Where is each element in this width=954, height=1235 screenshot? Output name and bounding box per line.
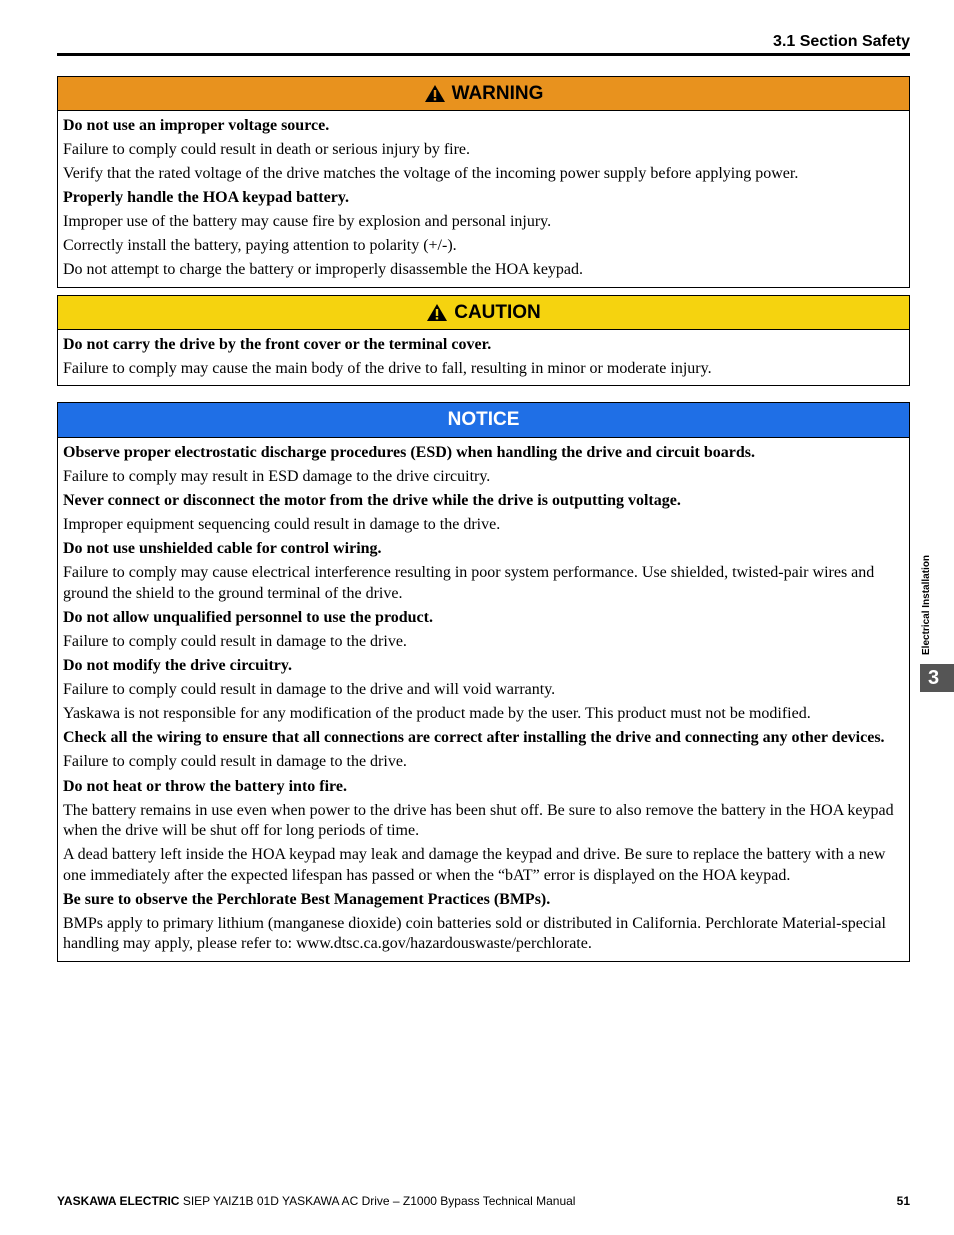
safety-statement-heading: Do not allow unqualified personnel to use the product. xyxy=(63,608,433,626)
footer-manual: SIEP YAIZ1B 01D YASKAWA AC Drive – Z1000 Bypass Technical Manual xyxy=(182,1194,576,1208)
chapter-number-tab: 3 xyxy=(920,664,954,692)
safety-statement-heading: Do not use an improper voltage source. xyxy=(63,116,330,134)
page-footer xyxy=(57,1194,910,1208)
safety-statement-text: Failure to comply could result in damage to the drive. xyxy=(63,753,407,771)
safety-statement-text: Failure to comply may cause the main body of the drive to fall, resulting in minor or moderate injury. xyxy=(63,359,712,377)
caution-header xyxy=(58,296,909,330)
safety-statement-text: Improper equipment sequencing could result in damage to the drive. xyxy=(63,516,501,534)
notice-body xyxy=(58,438,909,961)
chapter-side-label: Electrical Installation xyxy=(921,554,932,655)
footer-brand: YASKAWA ELECTRIC xyxy=(57,1194,180,1208)
safety-statement-text: Failure to comply may result in ESD damage to the drive circuitry. xyxy=(63,467,491,485)
warning-triangle-icon xyxy=(424,84,446,103)
safety-statement-text: Failure to comply could result in damage to the drive and will void warranty. xyxy=(63,681,556,699)
safety-statement-heading: Observe proper electrostatic discharge procedures (ESD) when handling the drive and circuit boards. xyxy=(63,443,755,461)
safety-statement-heading: Do not heat or throw the battery into fire. xyxy=(63,777,347,795)
safety-statement-heading: Do not modify the drive circuitry. xyxy=(63,657,293,675)
caution-box xyxy=(57,295,910,386)
notice-heading: NOTICE xyxy=(447,409,520,430)
warning-body xyxy=(58,111,909,287)
notice-box xyxy=(57,402,910,962)
safety-statement-heading: Do not use unshielded cable for control wiring. xyxy=(63,540,382,558)
safety-statement-text: Yaskawa is not responsible for any modification of the product made by the user. This product must not be modified. xyxy=(63,705,811,723)
caution-heading: CAUTION xyxy=(454,301,541,323)
section-title: 3.1 Section Safety xyxy=(773,33,910,50)
safety-statement-heading: Be sure to observe the Perchlorate Best Management Practices (BMPs). xyxy=(63,890,551,908)
safety-statement-heading: Properly handle the HOA keypad battery. xyxy=(63,189,349,207)
safety-statement-text: BMPs apply to primary lithium (manganese dioxide) coin batteries sold or distributed in California. Perchlorate Material-special handling may apply, please refer to: www.dtsc.ca.gov/hazardouswaste/perchlorate. xyxy=(63,914,886,953)
safety-statement-text: Correctly install the battery, paying attention to polarity (+/-). xyxy=(63,237,457,255)
notice-header xyxy=(58,403,909,438)
safety-statement-text: Failure to comply could result in damage to the drive. xyxy=(63,632,407,650)
warning-box xyxy=(57,76,910,288)
warning-header xyxy=(58,77,909,111)
safety-statement-text: Verify that the rated voltage of the drive matches the voltage of the incoming power supply before applying power. xyxy=(63,164,799,182)
header-rule xyxy=(57,53,910,56)
footer-left xyxy=(57,1194,575,1208)
safety-statement-heading: Never connect or disconnect the motor from the drive while the drive is outputting voltage. xyxy=(63,491,681,509)
safety-statement-text: Improper use of the battery may cause fire by explosion and personal injury. xyxy=(63,213,552,231)
caution-body xyxy=(58,330,909,385)
safety-statement-text: Do not attempt to charge the battery or improperly disassemble the HOA keypad. xyxy=(63,261,584,279)
warning-heading: WARNING xyxy=(451,82,544,104)
safety-statement-heading: Check all the wiring to ensure that all connections are correct after installing the drive and connecting any other devices. xyxy=(63,729,885,747)
warning-triangle-icon xyxy=(426,303,448,322)
safety-statement-text: A dead battery left inside the HOA keypad may leak and damage the keypad and drive. Be sure to replace the battery with a new one immediately after the expected lifespan has passed or when the “bAT” error is displayed on the HOA keypad. xyxy=(63,846,886,884)
safety-statement-heading: Do not carry the drive by the front cover or the terminal cover. xyxy=(63,335,492,353)
safety-statement-text: Failure to comply may cause electrical interference resulting in poor system performance. Use shielded, twisted-pair wires and ground the shield to the ground terminal of the drive. xyxy=(63,564,875,602)
safety-statement-text: The battery remains in use even when power to the drive has been shut off. Be sure to also remove the battery in the HOA keypad when the drive will be shut off for long periods of time. xyxy=(63,801,894,840)
safety-statement-text: Failure to comply could result in death or serious injury by fire. xyxy=(63,140,471,158)
page-number: 51 xyxy=(896,1194,910,1208)
